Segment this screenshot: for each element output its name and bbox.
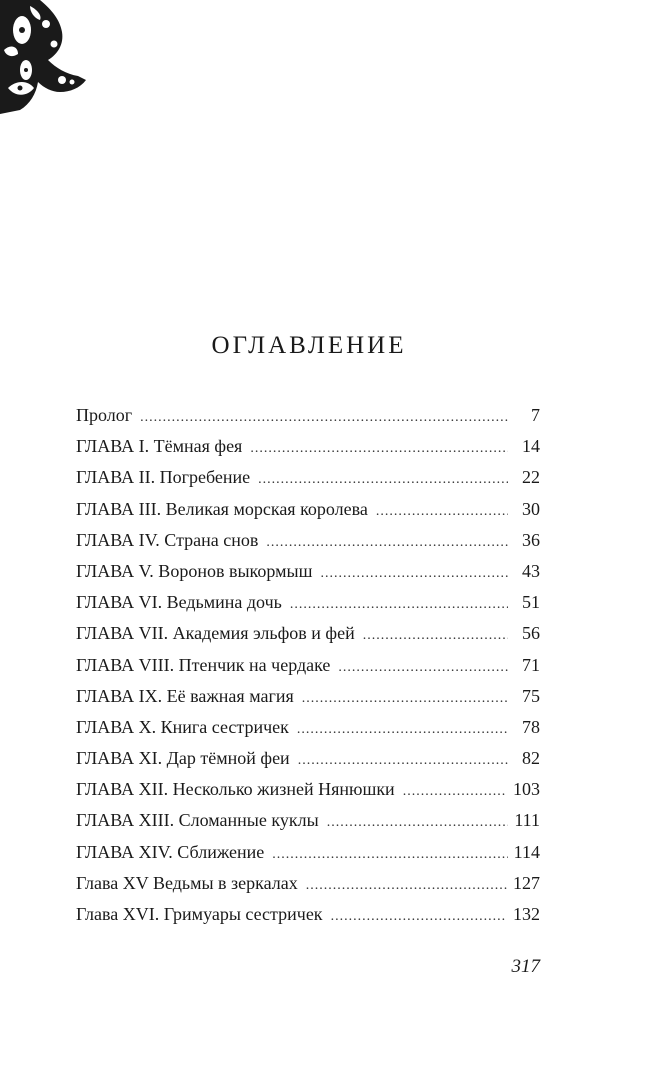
toc-entry[interactable] — [76, 467, 540, 498]
toc-entry-title: ГЛАВА V. Воронов выкормыш — [76, 560, 313, 581]
dot-leader — [403, 784, 507, 800]
toc-entry-page: 127 — [513, 872, 540, 893]
toc-entry-title: ГЛАВА XI. Дар тёмной феи — [76, 748, 290, 769]
toc-entry[interactable] — [76, 873, 540, 904]
toc-entry-title: ГЛАВА VI. Ведьмина дочь — [76, 592, 282, 613]
dot-leader — [297, 722, 508, 738]
toc-entry-page: 36 — [522, 529, 540, 550]
dot-leader — [338, 660, 508, 676]
toc-entry[interactable] — [76, 655, 540, 686]
toc-entry-page: 22 — [522, 467, 540, 488]
dot-leader — [363, 628, 508, 644]
toc-entry-page: 56 — [522, 623, 540, 644]
toc-entry-page: 43 — [522, 560, 540, 581]
dot-leader — [376, 504, 508, 520]
toc-entry-page: 111 — [514, 810, 540, 831]
toc-entry[interactable] — [76, 561, 540, 592]
toc-entry-title: Пролог — [76, 405, 133, 425]
toc-entry-title: ГЛАВА XIII. Сломанные куклы — [76, 810, 319, 831]
toc-entry[interactable] — [76, 499, 540, 530]
toc-entry-title: ГЛАВА I. Тёмная фея — [76, 436, 243, 457]
toc-entry-title: ГЛАВА IX. Её важная магия — [76, 685, 294, 706]
dot-leader — [331, 909, 507, 925]
toc-entry[interactable] — [76, 842, 540, 873]
toc-entry-title: ГЛАВА XIV. Сближение — [76, 841, 265, 862]
toc-entry-page: 114 — [513, 841, 540, 862]
page-number: 317 — [511, 956, 540, 977]
dot-leader — [250, 441, 508, 457]
toc-entry-title: ГЛАВА XII. Несколько жизней Нянюшки — [76, 779, 395, 800]
toc-entry[interactable] — [76, 405, 540, 436]
dot-leader — [272, 847, 507, 863]
table-of-contents — [76, 405, 540, 935]
toc-entry[interactable] — [76, 436, 540, 467]
dot-leader — [320, 566, 508, 582]
page-title: ОГЛАВЛЕНИЕ — [211, 332, 407, 359]
toc-entry-title: Глава XVI. Гримуары сестричек — [76, 904, 323, 924]
dot-leader — [290, 597, 508, 613]
toc-entry-page: 14 — [522, 436, 540, 457]
toc-entry[interactable] — [76, 530, 540, 561]
toc-entry-page: 103 — [513, 779, 540, 800]
toc-entry[interactable] — [76, 810, 540, 841]
toc-entry-page: 132 — [513, 904, 540, 924]
toc-entry-title: Глава XV Ведьмы в зеркалах — [76, 872, 298, 893]
dot-leader — [327, 815, 508, 831]
dot-leader — [298, 753, 508, 769]
toc-entry-title: ГЛАВА VII. Академия эльфов и фей — [76, 623, 355, 644]
toc-entry-title: ГЛАВА VIII. Птенчик на чердаке — [76, 654, 331, 675]
toc-entry-page: 75 — [522, 685, 540, 706]
toc-entry-title: ГЛАВА IV. Страна снов — [76, 529, 259, 550]
toc-entry-page: 30 — [522, 498, 540, 519]
toc-entry[interactable] — [76, 686, 540, 717]
toc-entry-title: ГЛАВА II. Погребение — [76, 467, 251, 488]
toc-entry-page: 71 — [522, 654, 540, 675]
toc-entry[interactable] — [76, 592, 540, 623]
lace-corner-ornament-icon — [0, 0, 90, 115]
toc-entry-title: ГЛАВА III. Великая морская королева — [76, 498, 368, 519]
toc-entry-page: 78 — [522, 716, 540, 737]
toc-entry-title: ГЛАВА X. Книга сестричек — [76, 716, 289, 737]
toc-entry-page: 7 — [531, 405, 540, 425]
toc-entry[interactable] — [76, 748, 540, 779]
dot-leader — [140, 410, 508, 426]
dot-leader — [266, 535, 508, 551]
toc-entry[interactable] — [76, 904, 540, 935]
toc-entry[interactable] — [76, 779, 540, 810]
dot-leader — [258, 472, 508, 488]
dot-leader — [306, 878, 507, 894]
toc-entry[interactable] — [76, 623, 540, 654]
dot-leader — [302, 691, 508, 707]
toc-entry-page: 51 — [522, 592, 540, 613]
toc-entry[interactable] — [76, 717, 540, 748]
toc-entry-page: 82 — [522, 748, 540, 769]
